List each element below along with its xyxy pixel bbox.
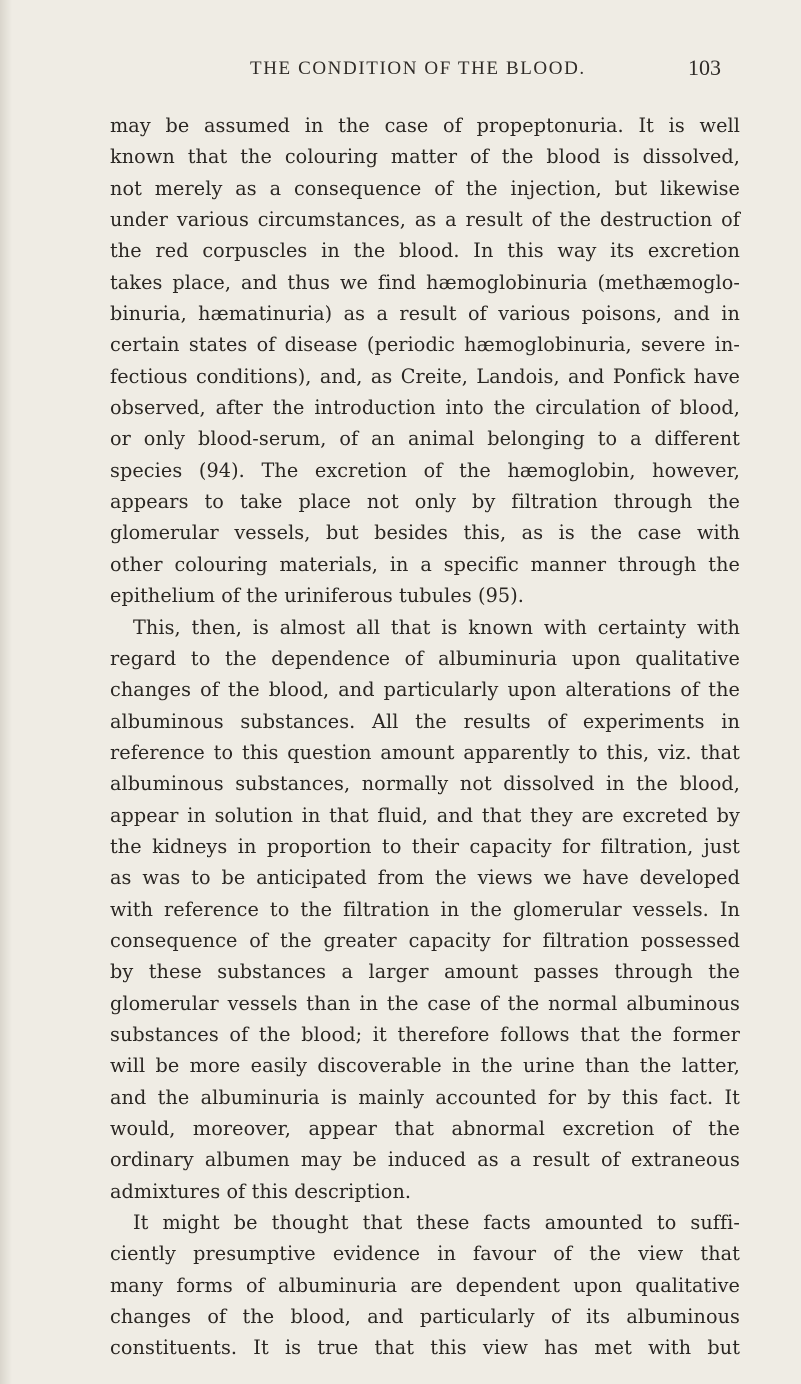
text-line: may be assumed in the case of propeptonuria. It is well — [110, 114, 740, 137]
text-line: appears to take place not only by filtration through the — [110, 490, 740, 514]
text-line: appear in solution in that fluid, and that they are excreted by — [110, 803, 740, 827]
paragraph-start-line: This, then, is almost all that is known with certainty with — [133, 615, 740, 639]
text-line: with reference to the filtration in the glomerular vessels. In — [110, 897, 740, 921]
text-line: many forms of albuminuria are dependent upon qualitative — [110, 1273, 740, 1297]
page-gutter-shadow — [0, 0, 12, 1384]
text-line: by these substances a larger amount passes through the — [110, 960, 740, 984]
text-line: ordinary albumen may be induced as a result of extraneous — [110, 1148, 740, 1172]
paragraph-end-line: epithelium of the uriniferous tubules (95). — [110, 584, 524, 608]
text-line: and the albuminuria is mainly accounted for by this fact. It — [110, 1085, 740, 1109]
page-number: 103 — [688, 55, 721, 80]
text-line: consequence of the greater capacity for filtration possessed — [110, 928, 740, 952]
text-line: takes place, and thus we find hæmoglobinuria (methæmoglo- — [110, 270, 740, 294]
text-line: as was to be anticipated from the views we have developed — [110, 866, 740, 890]
text-line: the kidneys in proportion to their capacity for filtration, just — [110, 834, 740, 858]
running-title: THE CONDITION OF THE BLOOD. — [250, 58, 586, 79]
text-line: known that the colouring matter of the blood is dissolved, — [110, 145, 740, 169]
text-line: will be more easily discoverable in the urine than the latter, — [110, 1054, 740, 1078]
text-line: reference to this question amount apparently to this, viz. that — [110, 740, 740, 764]
text-line: regard to the dependence of albuminuria upon qualitative — [110, 646, 740, 670]
text-line: certain states of disease (periodic hæmoglobinuria, severe in- — [110, 333, 740, 357]
text-line: observed, after the introduction into the circulation of blood, — [110, 396, 740, 420]
text-line: changes of the blood, and particularly of its albuminous — [110, 1305, 740, 1329]
body-text — [110, 110, 740, 1364]
text-line: under various circumstances, as a result of the destruction of — [110, 208, 740, 232]
text-line: would, moreover, appear that abnormal excretion of the — [110, 1117, 740, 1140]
text-line: species (94). The excretion of the hæmoglobin, however, — [110, 458, 740, 482]
text-line: changes of the blood, and particularly upon alterations of the — [110, 678, 740, 702]
text-line: albuminous substances, normally not dissolved in the blood, — [110, 772, 740, 796]
text-line: not merely as a consequence of the injection, but likewise — [110, 176, 740, 200]
paragraph-start-line: It might be thought that these facts amounted to suffi- — [133, 1211, 740, 1235]
text-line: binuria, hæmatinuria) as a result of various poisons, and in — [110, 302, 740, 326]
text-line: albuminous substances. All the results of experiments in — [110, 709, 740, 733]
text-line: glomerular vessels, but besides this, as is the case with — [110, 521, 740, 545]
paragraph-end-line: admixtures of this description. — [110, 1179, 412, 1203]
text-line: substances of the blood; it therefore follows that the former — [110, 1022, 740, 1046]
running-head — [0, 55, 801, 88]
text-line: ciently presumptive evidence in favour of the view that — [110, 1242, 740, 1266]
text-line: the red corpuscles in the blood. In this way its excretion — [110, 239, 740, 263]
text-line: or only blood-serum, of an animal belonging to a different — [110, 427, 740, 451]
text-line: fectious conditions), and, as Creite, Landois, and Ponfick have — [110, 364, 740, 388]
text-line: other colouring materials, in a specific manner through the — [110, 552, 740, 576]
text-line: glomerular vessels than in the case of the normal albuminous — [110, 991, 740, 1015]
text-line: constituents. It is true that this view has met with but — [110, 1336, 740, 1360]
